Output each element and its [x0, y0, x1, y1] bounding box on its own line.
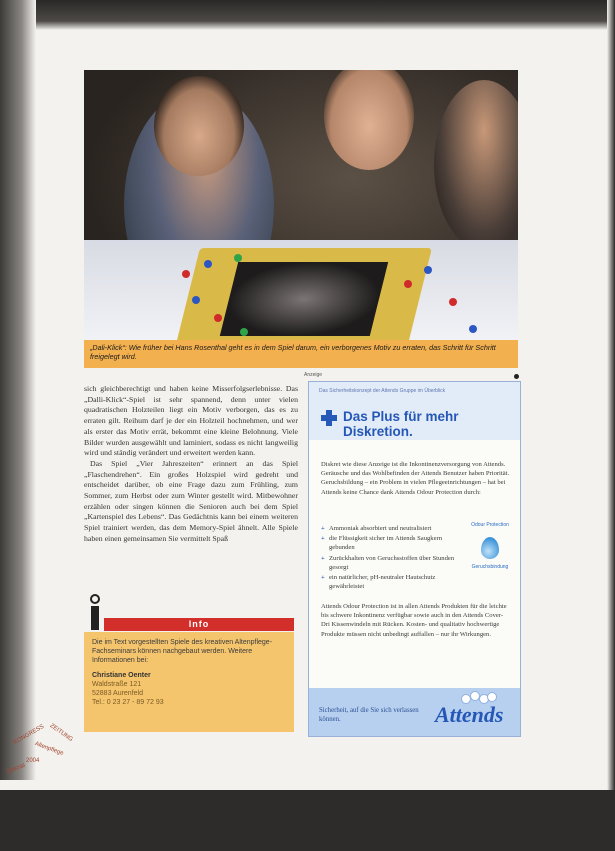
ad-outro: Attends Odour Protection ist in allen Attends Produkten für die leichte bis schwere Inkontinenz verfügbar sowie auch in den Attends Cover-Dri Kissenwindeln mit Rücken. Kosten- und qualitativ hochwertige Produkte müssen nicht unbedingt auffallen – nur ihr Wirkungen.: [321, 603, 507, 638]
stamp-text: Spezial: [5, 762, 27, 776]
seal-bottom-text: Geruchsbindung: [471, 564, 509, 570]
congress-stamp: [4, 722, 74, 778]
bead: [404, 280, 412, 288]
bead: [204, 260, 212, 268]
attends-logo: Attends: [435, 702, 504, 727]
info-text: Die im Text vorgestellten Spiele des kreativen Altenpflege-Fachseminars können nachgebaut werden. Weitere Informationen bei:: [92, 639, 273, 664]
ad-kicker: Das Sicherheitskonzept der Attends Gruppe im Überblick: [319, 388, 446, 394]
odour-protection-seal: [469, 522, 511, 576]
article-body: [84, 384, 298, 545]
ad-bullet: + Ammoniak absorbiert und neutralisiert: [321, 524, 467, 533]
article-paragraph: Das Spiel „Vier Jahreszeiten“ erinnert an das Spiel „Flaschendrehen“. Ein großes Holzspiel wird gedreht und entscheidet darüber, ob eine Frage dazu zum Frühling, zum Sommer, zum Herbst oder zum Winter gestellt wird. Mitbewohner erzählen oder singen können die Senioren auch bei dem Spiel „Kartenspiel des Lebens“. Das Gedächtnis kann bei einem weiteren Spiel trainiert werden, das dem Memory-Spiel ähnelt. Alle Spiele haben einen gemeinsamen Sie vermittelt Spaß: [84, 458, 298, 543]
plus-cross-icon: [321, 410, 337, 426]
scan-left-shadow: [0, 0, 36, 780]
scan-top-shadow: [0, 0, 615, 30]
ad-bullet: + ein natürlicher, pH-neutraler Hautschutz gewährleistet: [321, 573, 467, 591]
photo-person-right: [434, 80, 518, 250]
ad-bullet: + die Flüssigkeit sicher im Attends Saugkern gebunden: [321, 534, 467, 552]
scan-right-shadow: [607, 0, 615, 790]
info-city: 52883 Aurenfeld: [92, 690, 143, 697]
bead: [240, 328, 248, 336]
photo-person-center: [324, 70, 414, 170]
ad-footer-slogan: Sicherheit, auf die Sie sich verlassen können.: [319, 707, 419, 723]
bead: [469, 325, 477, 333]
ad-bullet: + Zurückhalten von Geruchsstoffen über Stunden gesorgt: [321, 554, 467, 572]
bead: [234, 254, 242, 262]
info-box: [84, 632, 294, 732]
stamp-text: KONGRESS: [12, 723, 46, 747]
info-title: Info: [104, 618, 294, 631]
photo-person-left-head: [154, 76, 244, 176]
stamp-text: ZEITUNG: [48, 722, 74, 744]
stamp-text: 2004: [26, 758, 40, 764]
bead: [214, 314, 222, 322]
ad-marker-dot: [514, 374, 519, 379]
info-phone: Tel.: 0 23 27 - 89 72 93: [92, 699, 164, 706]
ad-intro: Diskret wie diese Anzeige ist die Inkontinenzversorgung von Attends. Geräusche und das Wohlbefinden der Attends Benutzer haben Priorität. Geruchsbildung – ein Problem in vielen Pflegeeinrichtungen – hat bei Attends keine Chance dank Attends Odour Protection durch:: [321, 461, 510, 496]
scan-bottom-shadow: [0, 790, 615, 851]
ad-label: Anzeige: [304, 372, 323, 378]
info-street: Waldstraße 121: [92, 681, 142, 688]
photo-game-picture: [220, 262, 388, 336]
info-contact-name: Christiane Oenter: [92, 672, 151, 679]
bead: [192, 296, 200, 304]
water-drop-icon: [481, 537, 499, 559]
game-photo: [84, 70, 518, 340]
ad-bullet-list: [321, 524, 467, 592]
bead: [182, 270, 190, 278]
info-icon: [84, 594, 106, 630]
ad-headline: Das Plus für mehr Diskretion.: [343, 409, 459, 439]
photo-caption: „Dali-Klick“: Wie früher bei Hans Rosenthal geht es in dem Spiel darum, ein verborgenes Motiv zu erraten, das Schritt für Schritt freigelegt wird.: [84, 340, 518, 368]
ad-header: [309, 382, 520, 440]
stamp-text: Altenpflege: [33, 741, 65, 757]
attends-advertisement: [308, 381, 521, 737]
article-paragraph: sich gleichberechtigt und haben keine Misserfolgserlebnisse. Das „Dalli-Klick“-Spiel ist sehr spannend, denn unter vielen quadratischen Holzteilen liegt ein Motiv verborgen, das es zu erraten gilt. Reihum darf je der ein Holzteil hochnehmen, und wer als erster das Motiv errät, bekommt eine kleine Belohnung. Viele Bilder wurden ausgewählt und laminiert, sodass es nicht langweilig wird und ständig verändert und erweitert werden kann.: [84, 384, 298, 458]
ad-footer: [309, 688, 520, 736]
seal-top-text: Odour Protection: [471, 522, 509, 528]
bead: [424, 266, 432, 274]
bead: [449, 298, 457, 306]
